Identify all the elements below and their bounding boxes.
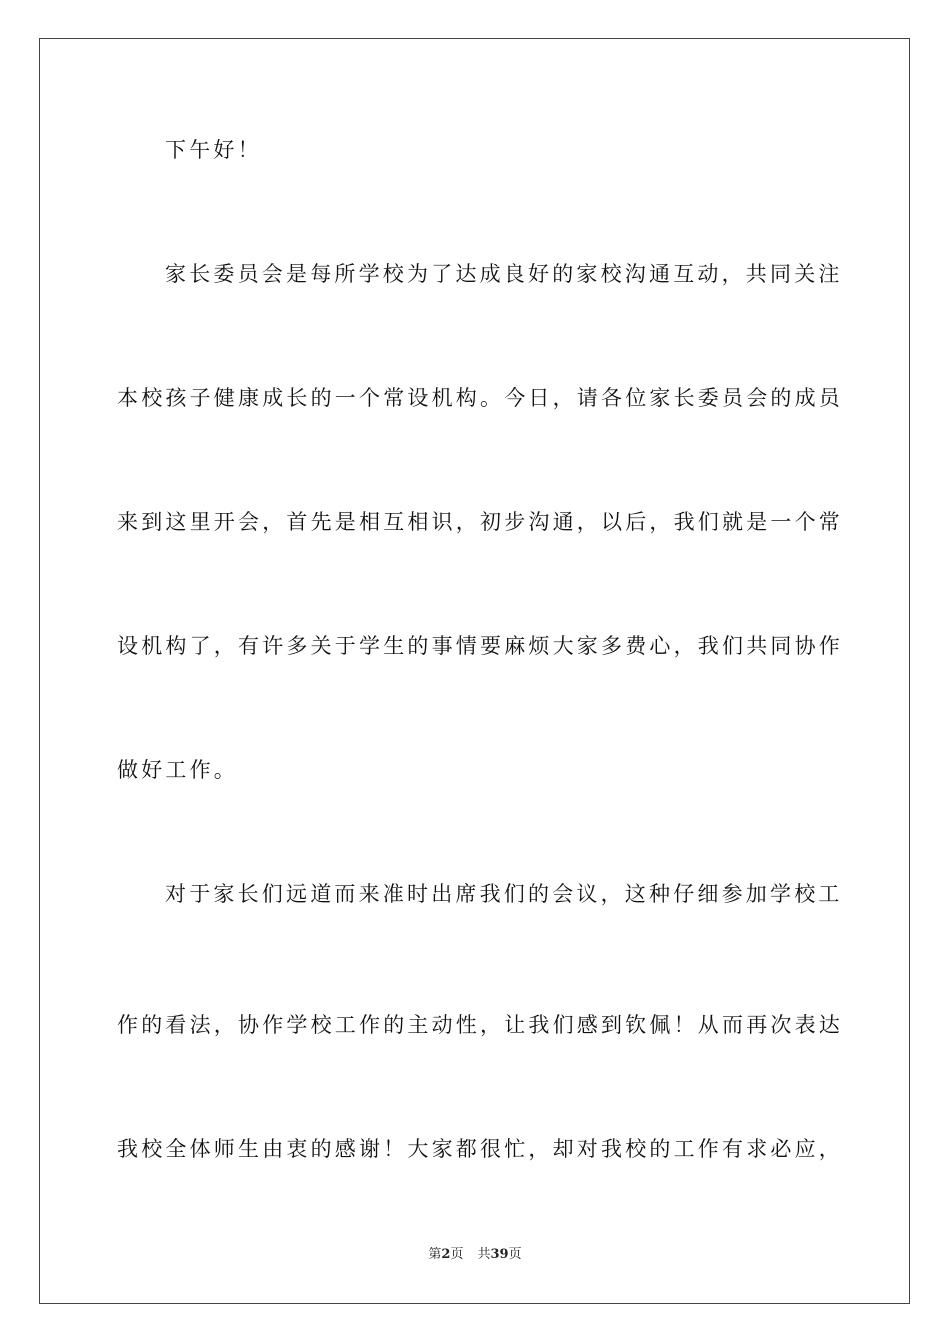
greeting-line: 下午好！ [165,138,262,162]
page-suffix: 页 [450,1247,464,1262]
paragraph-line: 本校孩子健康成长的一个常设机构。今日，请各位家长委员会的成员 [117,386,843,410]
page-footer [0,1246,950,1264]
page-number: 2 [441,1247,451,1262]
paragraph-line: 家长委员会是每所学校为了达成良好的家校沟通互动，共同关注 [165,262,843,286]
page-frame [39,38,910,1304]
paragraph-line: 做好工作。 [117,758,238,782]
page-prefix: 第 [428,1247,442,1262]
total-prefix: 共 [477,1247,491,1262]
paragraph-line: 我校全体师生由衷的感谢！大家都很忙，却对我校的工作有求必应， [117,1137,843,1161]
paragraph-line: 对于家长们远道而来准时出席我们的会议，这种仔细参加学校工 [165,882,843,906]
total-suffix: 页 [508,1247,522,1262]
paragraph-line: 来到这里开会，首先是相互相识，初步沟通，以后，我们就是一个常 [117,510,843,534]
paragraph-line: 作的看法，协作学校工作的主动性，让我们感到钦佩！从而再次表达 [117,1013,843,1037]
total-pages: 39 [490,1247,509,1262]
paragraph-line: 设机构了，有许多关于学生的事情要麻烦大家多费心，我们共同协作 [117,634,843,658]
